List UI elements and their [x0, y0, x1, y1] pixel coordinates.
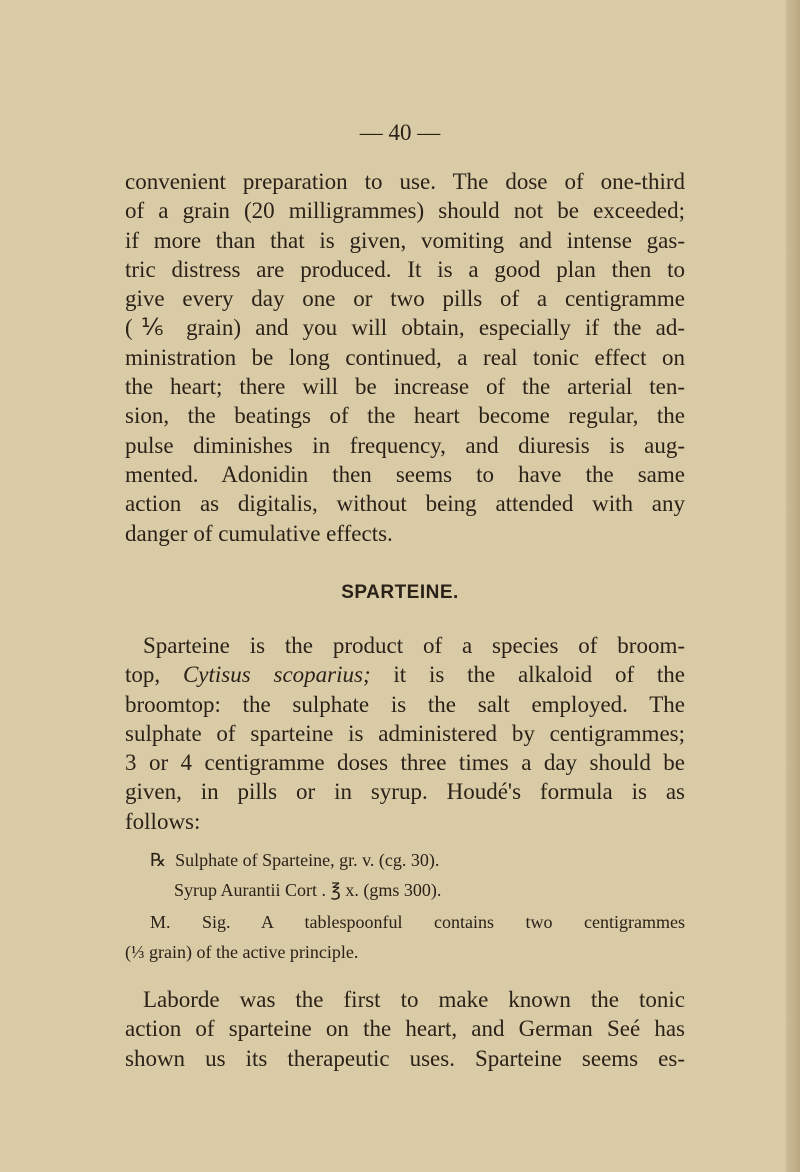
text-line: danger of cumulative effects.	[125, 520, 393, 546]
text-line	[125, 660, 685, 689]
text-line: convenient preparation to use. The dose of one-third	[125, 169, 685, 194]
text-line: (⅙ grain) and you will obtain, especially if the ad-	[125, 315, 685, 341]
signature-line: (⅓ grain) of the active principle.	[125, 942, 359, 962]
text-line: tric distress are produced. It is a good plan then to	[125, 256, 685, 282]
prescription-line: Syrup Aurantii Cort . ℥ x. (gms 300).	[174, 880, 442, 900]
text-line: broomtop: the sulphate is the salt employed. The	[125, 691, 685, 717]
text-fragment: Sulphate of Sparteine, gr. v. (cg. 30).	[175, 850, 440, 870]
page-number: — 40 —	[359, 120, 441, 145]
text-line: of a grain (20 milligrammes) should not be exceeded;	[125, 198, 685, 224]
text-line: shown us its therapeutic uses. Sparteine seems es-	[125, 1045, 685, 1071]
text-line: Laborde was the first to make known the tonic	[143, 987, 685, 1012]
text-line: Sparteine is the product of a species of broom-	[143, 633, 685, 658]
rx-symbol: ℞	[150, 850, 167, 870]
text-line: action of sparteine on the heart, and German Seé has	[125, 1016, 685, 1042]
italic-species-name: Cytisus scoparius;	[182, 662, 371, 688]
text-line: ministration be long continued, a real tonic effect on	[125, 344, 685, 370]
prescription-line	[125, 845, 685, 875]
text-line: give every day one or two pills of a centigramme	[125, 286, 685, 312]
signature-line: M. Sig. A tablespoonful contains two centigrammes	[150, 912, 685, 932]
text-line: sion, the beatings of the heart become regular, the	[125, 403, 685, 429]
text-line: sulphate of sparteine is administered by centigrammes;	[125, 720, 685, 746]
text-line: follows:	[125, 808, 201, 834]
text-line: the heart; there will be increase of the arterial ten-	[125, 374, 685, 400]
text-line: 3 or 4 centigramme doses three times a day should be	[125, 750, 685, 776]
text-line: mented. Adonidin then seems to have the same	[125, 461, 685, 487]
paragraph-adonidin	[125, 167, 685, 548]
text-line: action as digitalis, without being attended with any	[125, 491, 685, 517]
text-line: pulse diminishes in frequency, and diuresis is aug-	[125, 432, 685, 458]
section-heading: SPARTEINE.	[341, 582, 459, 603]
paragraph-sparteine	[125, 631, 685, 836]
text-fragment: top,	[125, 662, 161, 688]
paragraph-laborde	[125, 985, 685, 1073]
text-line: given, in pills or in syrup. Houdé's formula is as	[125, 779, 685, 805]
text-line: if more than that is given, vomiting and intense gas-	[125, 227, 685, 253]
prescription-block	[125, 845, 685, 967]
text-fragment: it is the alkaloid of the	[393, 662, 686, 688]
